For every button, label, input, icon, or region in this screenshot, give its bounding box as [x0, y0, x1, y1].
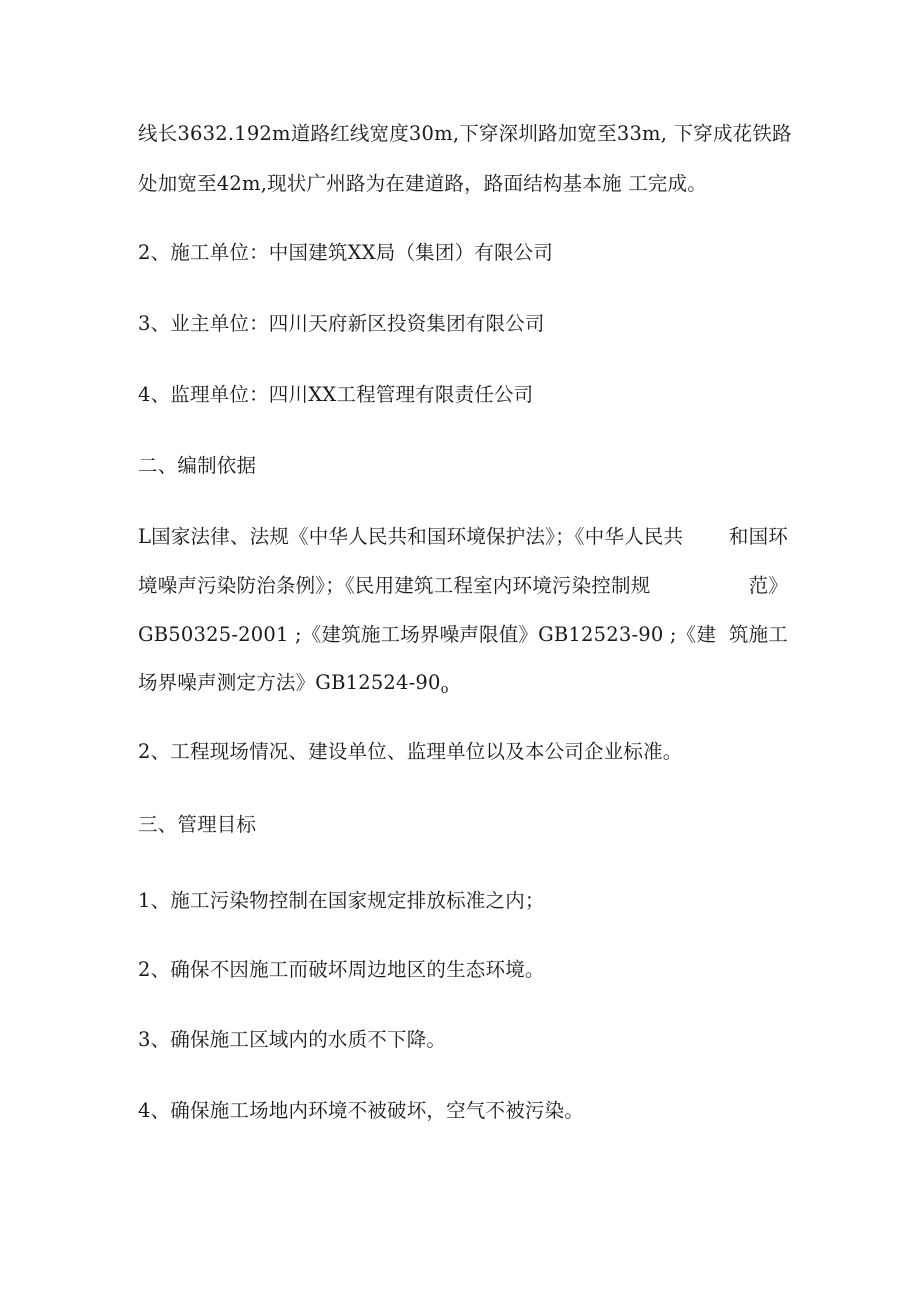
basis-line-4-suffix: o: [440, 682, 449, 697]
basis-item-2: 2、工程现场情况、建设单位、监理单位以及本公司企业标准。: [138, 740, 683, 763]
basis-line-2-b: 范》: [748, 574, 788, 597]
basis-line-3-b: 筑施工: [728, 623, 788, 646]
project-desc-line-2: 处加宽至42m,现状广州路为在建道路，路面结构基本施 工完成。: [138, 172, 707, 195]
goal-item-2: 2、确保不因施工而破坏周边地区的生态环境。: [138, 958, 545, 981]
basis-line-2-a: 境噪声污染防治条例》；《民用建筑工程室内环境污染控制规: [138, 574, 651, 597]
basis-line-3-a: GB50325-2001 ;《建筑施工场界噪声限值》GB12523-90 ;《建: [138, 623, 717, 646]
goal-item-4: 4、确保施工场地内环境不被破坏，空气不被污染。: [138, 1099, 585, 1122]
basis-line-1: [138, 527, 788, 547]
section-heading-basis: 二、编制依据: [138, 454, 257, 477]
basis-line-3: [138, 625, 788, 645]
goal-item-3: 3、确保施工区域内的水质不下降。: [138, 1028, 447, 1051]
goal-item-1: 1、施工污染物控制在国家规定排放标准之内；: [138, 889, 545, 912]
supervision-unit: 4、监理单位：四川XX工程管理有限责任公司: [138, 383, 534, 406]
construction-unit: 2、施工单位：中国建筑XX局（集团）有限公司: [138, 241, 554, 264]
basis-line-4: [138, 673, 788, 696]
owner-unit: 3、业主单位：四川天府新区投资集团有限公司: [138, 312, 545, 335]
basis-line-2: [138, 576, 788, 596]
basis-line-1-b: 和国环: [728, 525, 788, 548]
project-desc-line-1: 线长3632.192m道路红线宽度30m,下穿深圳路加宽至33m, 下穿成花铁路: [138, 122, 792, 145]
basis-line-4-text: 场界噪声测定方法》GB12524-90: [138, 671, 441, 694]
basis-line-1-a: L国家法律、法规《中华人民共和国环境保护法》；《中华人民共: [138, 525, 684, 548]
section-heading-goals: 三、管理目标: [138, 813, 257, 836]
